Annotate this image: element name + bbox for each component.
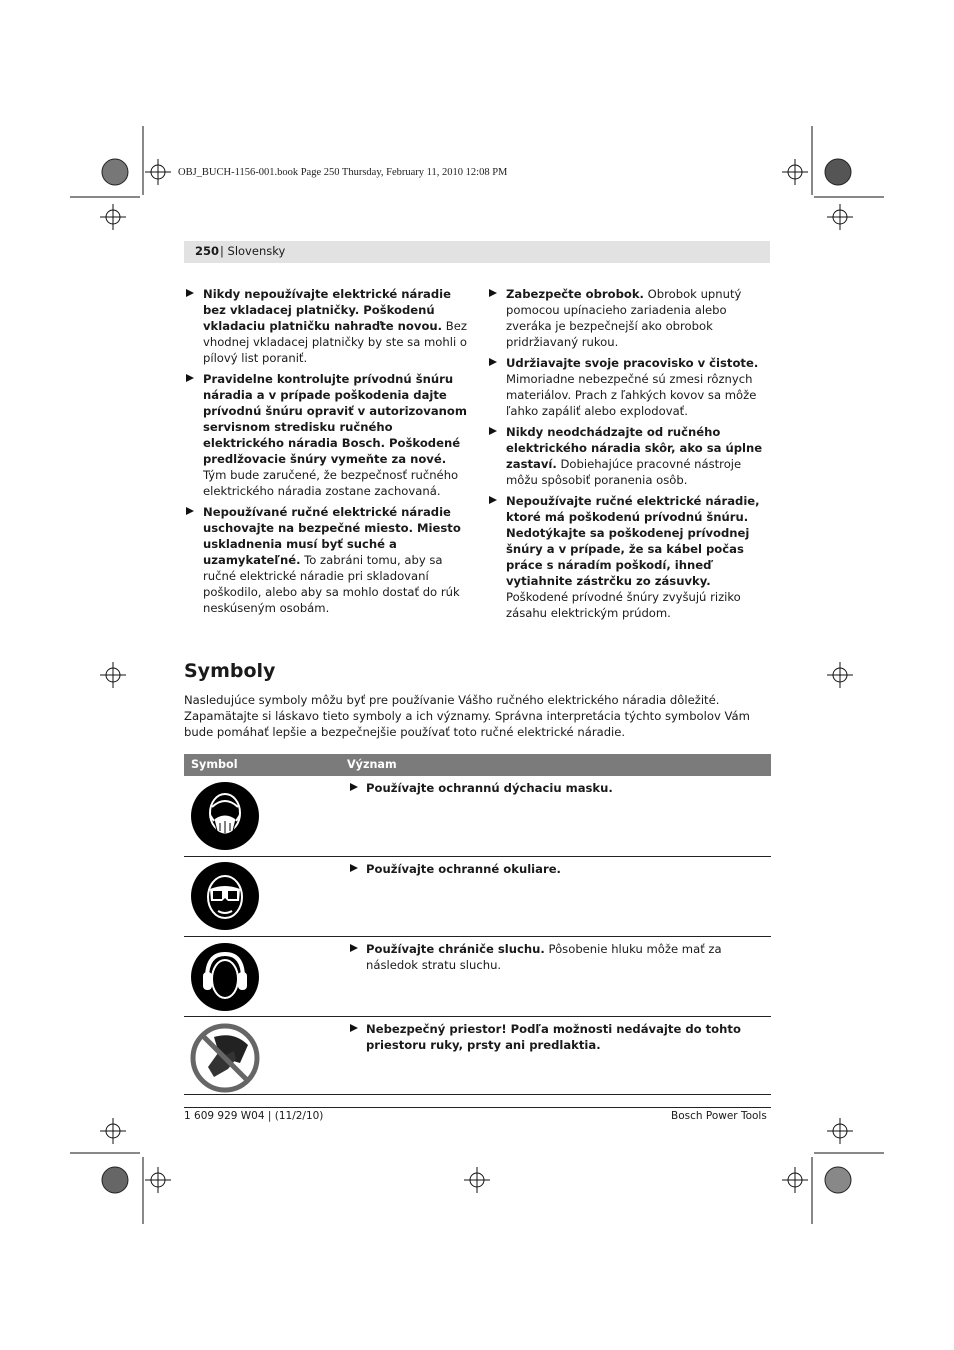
meaning-cell xyxy=(350,861,768,877)
meaning-bold: Používajte ochranné okuliare. xyxy=(366,862,561,876)
page-header xyxy=(184,241,770,263)
bullet-triangle-icon xyxy=(489,496,497,504)
right-column xyxy=(489,286,773,626)
bullet-triangle-icon xyxy=(350,944,358,952)
table-row xyxy=(184,937,771,1017)
item-bold: Nepoužívané ručné elektrické náradie uschovajte na bezpečné miesto. Miesto uskladnenia musí byť suché a uzamykateľné. xyxy=(203,505,461,567)
item-bold: Nepoužívajte ručné elektrické náradie, ktoré má poškodenú prívodnú šnúru. Nedotýkajte sa poškodenej prívodnej šnúry a v prípade, že sa kábel počas práce s náradím poškodí, ihneď vytiahnite zástrčku zo zásuvky. xyxy=(506,494,760,588)
dust-mask-icon xyxy=(190,781,260,851)
item-bold: Nikdy neodchádzajte od ručného elektrického náradia skôr, ako sa úplne zastaví. xyxy=(506,425,763,471)
table-row xyxy=(184,776,771,857)
footer-divider xyxy=(184,1107,771,1108)
list-item xyxy=(489,493,773,621)
meaning-cell xyxy=(350,780,768,796)
meaning-bold: Používajte chrániče sluchu. xyxy=(366,942,545,956)
list-item xyxy=(186,504,468,616)
footer-brand: Bosch Power Tools xyxy=(671,1110,767,1122)
meaning-cell xyxy=(350,1021,768,1053)
item-bold: Udržiavajte svoje pracovisko v čistote. xyxy=(506,356,759,370)
list-item xyxy=(489,286,773,350)
column-header-symbol: Symbol xyxy=(191,758,238,771)
section-title: Symboly xyxy=(184,660,276,682)
list-item xyxy=(489,355,773,419)
no-hands-icon xyxy=(190,1023,260,1093)
page-number: 250 xyxy=(195,244,220,258)
bullet-triangle-icon xyxy=(186,507,194,515)
bullet-triangle-icon xyxy=(489,289,497,297)
table-header xyxy=(184,754,771,776)
item-text: Mimoriadne nebezpečné sú zmesi rôznych materiálov. Prach z ľahkých kovov sa môže ľahko zapáliť alebo explodovať. xyxy=(506,372,757,418)
section-intro: Nasledujúce symboly môžu byť pre používanie Vášho ručného elektrického náradia dôležité. Zapamätajte si láskavo tieto symboly a ich významy. Správna interpretácia týchto symbolov Vám bude pomáhať lepšie a bezpečnejšie používať toto ručné elektrické náradie. xyxy=(184,693,750,739)
table-row xyxy=(184,857,771,937)
meaning-cell xyxy=(350,941,768,973)
list-item xyxy=(186,371,468,499)
item-text: Obrobok upnutý pomocou upínacieho zariadenia alebo zveráka je bezpečnejší ako obrobok pridržiavaný rukou. xyxy=(506,287,742,349)
meaning-bold: Nebezpečný priestor! Podľa možnosti nedávajte do tohto priestoru ruky, prsty ani predlaktia. xyxy=(366,1022,741,1052)
bullet-triangle-icon xyxy=(186,289,194,297)
bullet-triangle-icon xyxy=(186,374,194,382)
table-row xyxy=(184,1017,771,1095)
column-header-meaning: Význam xyxy=(347,758,397,771)
item-text: Poškodené prívodné šnúry zvyšujú riziko zásahu elektrickým prúdom. xyxy=(506,590,741,620)
language-label: Slovensky xyxy=(227,244,286,258)
item-bold: Nikdy nepoužívajte elektrické náradie bez vkladacej platničky. Poškodenú vkladaciu platničku nahraďte novou. xyxy=(203,287,452,333)
item-text: To zabráni tomu, aby sa ručné elektrické náradie pri skladovaní poškodilo, alebo aby sa mohlo dostať do rúk neskúseným osobám. xyxy=(203,553,460,615)
bullet-triangle-icon xyxy=(350,864,358,872)
item-bold: Zabezpečte obrobok. xyxy=(506,287,644,301)
bullet-triangle-icon xyxy=(350,783,358,791)
safety-goggles-icon xyxy=(190,861,260,931)
header-language: | Slovensky xyxy=(220,244,286,258)
left-column xyxy=(186,286,468,621)
ear-protection-icon xyxy=(190,942,260,1012)
item-bold: Pravidelne kontrolujte prívodnú šnúru náradia a v prípade poškodenia dajte prívodnú šnúru opraviť v autorizovanom servisnom stredisku ručného elektrického náradia Bosch. Poškodené predlžovacie šnúry vymeňte za nové. xyxy=(203,372,467,466)
print-info: OBJ_BUCH-1156-001.book Page 250 Thursday, February 11, 2010 12:08 PM xyxy=(178,167,508,178)
item-text: Dobiehajúce pracovné nástroje môžu spôsobiť poranenia osôb. xyxy=(506,457,742,487)
meaning-text: Pôsobenie hluku môže mať za následok stratu sluchu. xyxy=(366,942,722,972)
footer-doc-number: 1 609 929 W04 | (11/2/10) xyxy=(184,1110,324,1122)
list-item xyxy=(186,286,468,366)
bullet-triangle-icon xyxy=(350,1024,358,1032)
bullet-triangle-icon xyxy=(489,427,497,435)
item-text: Tým bude zaručené, že bezpečnosť ručného elektrického náradia zostane zachovaná. xyxy=(203,468,459,498)
meaning-bold: Používajte ochrannú dýchaciu masku. xyxy=(366,781,613,795)
item-text: Bez vhodnej vkladacej platničky by ste sa mohli o pílový list poraniť. xyxy=(203,319,467,365)
list-item xyxy=(489,424,773,488)
bullet-triangle-icon xyxy=(489,358,497,366)
